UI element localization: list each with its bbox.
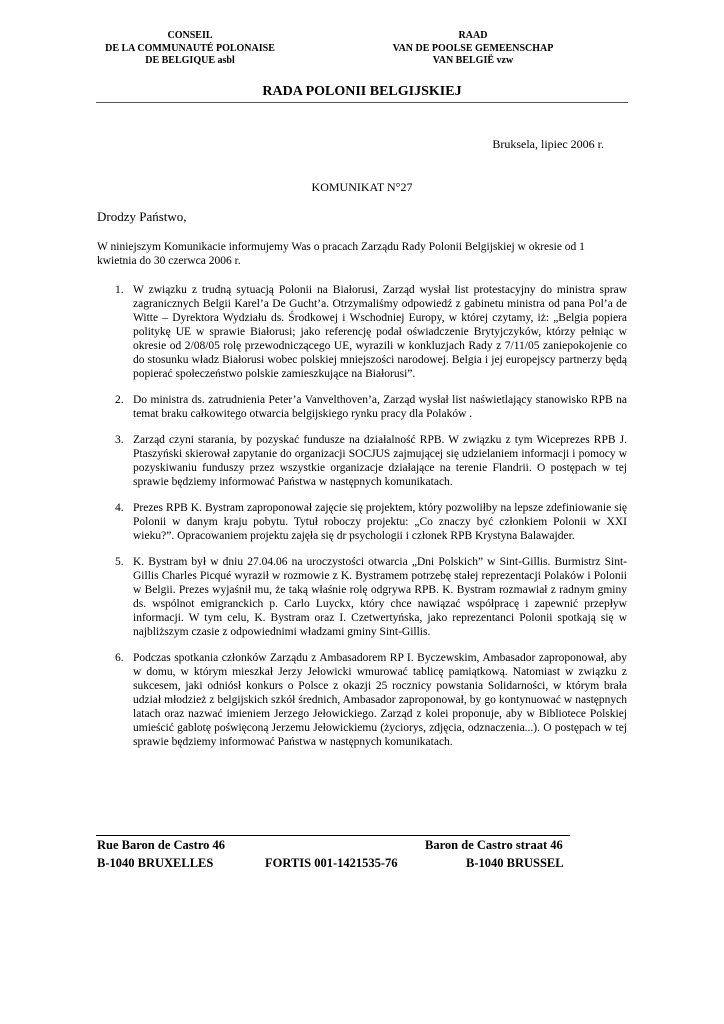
header-divider bbox=[96, 102, 628, 103]
greeting: Drodzy Państwo, bbox=[97, 209, 187, 224]
communique-title: KOMUNIKAT N°27 bbox=[311, 180, 413, 194]
item-text: Podczas spotkania członków Zarządu z Ambasadorem RP I. Byczewskim, Ambasador zaproponował, aby w domu, w którym mieszkał Jerzy Jełowicki wmurować tablicę pamiątkową. Natomiast w związku z sukcesem, jaki odniósł konkurs o Polsce z okazji 25 rocznicy powstania Solidarności, w którym brała udział młodzież z belgijskich szkół średnich, Ambasador zaproponował, by go kontynuować w następnych latach oraz nazwać imieniem Jerzego Jełowickiego. Zarząd z kolei proponuje, aby w Bibliotece Polskiej umieścić gablotę poświęconą Jerzemu Jełowickiemu (życiorys, zdjęcia, odznaczenia...). O postępach w tej sprawie będziemy informować Państwa w następnych komunikatach. bbox=[133, 652, 627, 748]
place-date: Bruksela, lipiec 2006 r. bbox=[492, 137, 604, 151]
header-dutch-line-1: RAAD bbox=[458, 30, 488, 41]
header-french-line-2: DE LA COMMUNAUTÉ POLONAISE bbox=[105, 42, 275, 54]
header-french-line-3: DE BELGIQUE asbl bbox=[145, 55, 235, 66]
footer-city-nl: B-1040 BRUSSEL bbox=[466, 856, 564, 870]
item-number: 2. bbox=[115, 394, 124, 406]
header-dutch-line-2: VAN DE POOLSE GEMEENSCHAP bbox=[392, 42, 554, 54]
item-text: W związku z trudną sytuacją Polonii na Białorusi, Zarząd wysłał list protestacyjny do ministra spraw zagranicznych Belgii Karel’a De Gucht’a. Otrzymaliśmy odpowiedź z gabinetu ministra od pana Pol’a de Witte – Dyrektora Wydziału ds. Środkowej i Wschodniej Europy, w której czytamy, iż: „Belgia popiera politykę UE w sprawie Białorusi; jako referencję podał oświadczenie Brytyjczyków, którzy pełniąc w okresie od 2/08/05 rolę przewodniczącego UE, wyrazili w konkluzjach Rady z 7/11/05 zaniepokojenie co do stosunku władz Białorusi wobec polskiej mniejszości narodowej. Belgia i jej europejscy partnerzy będą popierać społeczeństwo polskie zamieszkujące na Białorusi”. bbox=[133, 284, 627, 380]
item-text: Prezes RPB K. Bystram zaproponował zajęcie się projektem, który pozwoliłby na lepsze zdefiniowanie się Polonii w danym kraju pobytu. Tytuł roboczy projektu: „Co znaczy być członkiem Polonii w XXI wieku?”. Opracowaniem projektu zajęła się dr psychologii i członek RPB Krystyna Balawajder. bbox=[133, 502, 627, 542]
item-number: 4. bbox=[115, 502, 124, 514]
report-item bbox=[97, 555, 627, 639]
footer-address-fr: Rue Baron de Castro 46 bbox=[97, 838, 226, 852]
footer-bank-account: FORTIS 001-1421535-76 bbox=[265, 856, 398, 870]
report-item bbox=[97, 283, 627, 381]
header-dutch-line-3: VAN BELGIË vzw bbox=[432, 55, 514, 66]
intro-paragraph: W niniejszym Komunikacie informujemy Was o pracach Zarządu Rady Polonii Belgijskiej w okresie od 1 kwietnia do 30 czerwca 2006 r. bbox=[97, 241, 585, 267]
item-text: Do ministra ds. zatrudnienia Peter’a Vanvelthoven’a, Zarząd wysłał list naświetlający stanowisko RPB na temat braku całkowitego otwarcia belgijskiego rynku pracy dla Polaków . bbox=[133, 394, 627, 420]
footer-address-nl: Baron de Castro straat 46 bbox=[425, 838, 563, 852]
report-item bbox=[97, 393, 627, 421]
report-item bbox=[97, 501, 627, 543]
report-items bbox=[97, 283, 627, 761]
item-text: K. Bystram był w dniu 27.04.06 na uroczystości otwarcia „Dni Polskich” w Sint-Gillis. Burmistrz Sint-Gillis Charles Picqué wyraził w rozmowie z K. Bystramem potrzebę stałej reprezentacji Polaków i Polonii w Belgii. Prezes wyjaśnił mu, że taką właśnie rolę odgrywa RPB. K. Bystram rozmawiał z radnym gminy ds. wspólnot emigranckich p. Carlo Luyckx, który chce nawiązać współpracę i zapewnić przepływ informacji. W tym celu, K. Bystram oraz I. Czetwertyńska, jako reprezentanci Polonii spotkają się w najbliższym czasie z odpowiednimi władzami gminy Sint-Gillis. bbox=[133, 556, 627, 638]
item-number: 1. bbox=[115, 284, 124, 296]
organization-title: RADA POLONII BELGIJSKIEJ bbox=[262, 84, 462, 99]
header-french-line-1: CONSEIL bbox=[167, 30, 213, 41]
footer-city-fr: B-1040 BRUXELLES bbox=[97, 856, 214, 870]
header-dutch bbox=[388, 30, 558, 68]
item-text: Zarząd czyni starania, by pozyskać fundusze na działalność RPB. W związku z tym Wiceprezes RPB J. Ptaszyński skierował zapytanie do organizacji SOCJUS zajmującej się udzielaniem informacji i pomocy w pozyskiwaniu funduszy przez wszystkie organizacje działające na terenie Flandrii. O postępach w tej sprawie będziemy informować Państwa w następnych komunikatach. bbox=[133, 434, 627, 488]
item-number: 6. bbox=[115, 652, 124, 664]
footer-divider bbox=[96, 835, 570, 836]
item-number: 3. bbox=[115, 434, 124, 446]
header-french bbox=[95, 30, 285, 68]
report-item bbox=[97, 433, 627, 489]
report-item bbox=[97, 651, 627, 749]
item-number: 5. bbox=[115, 556, 124, 568]
